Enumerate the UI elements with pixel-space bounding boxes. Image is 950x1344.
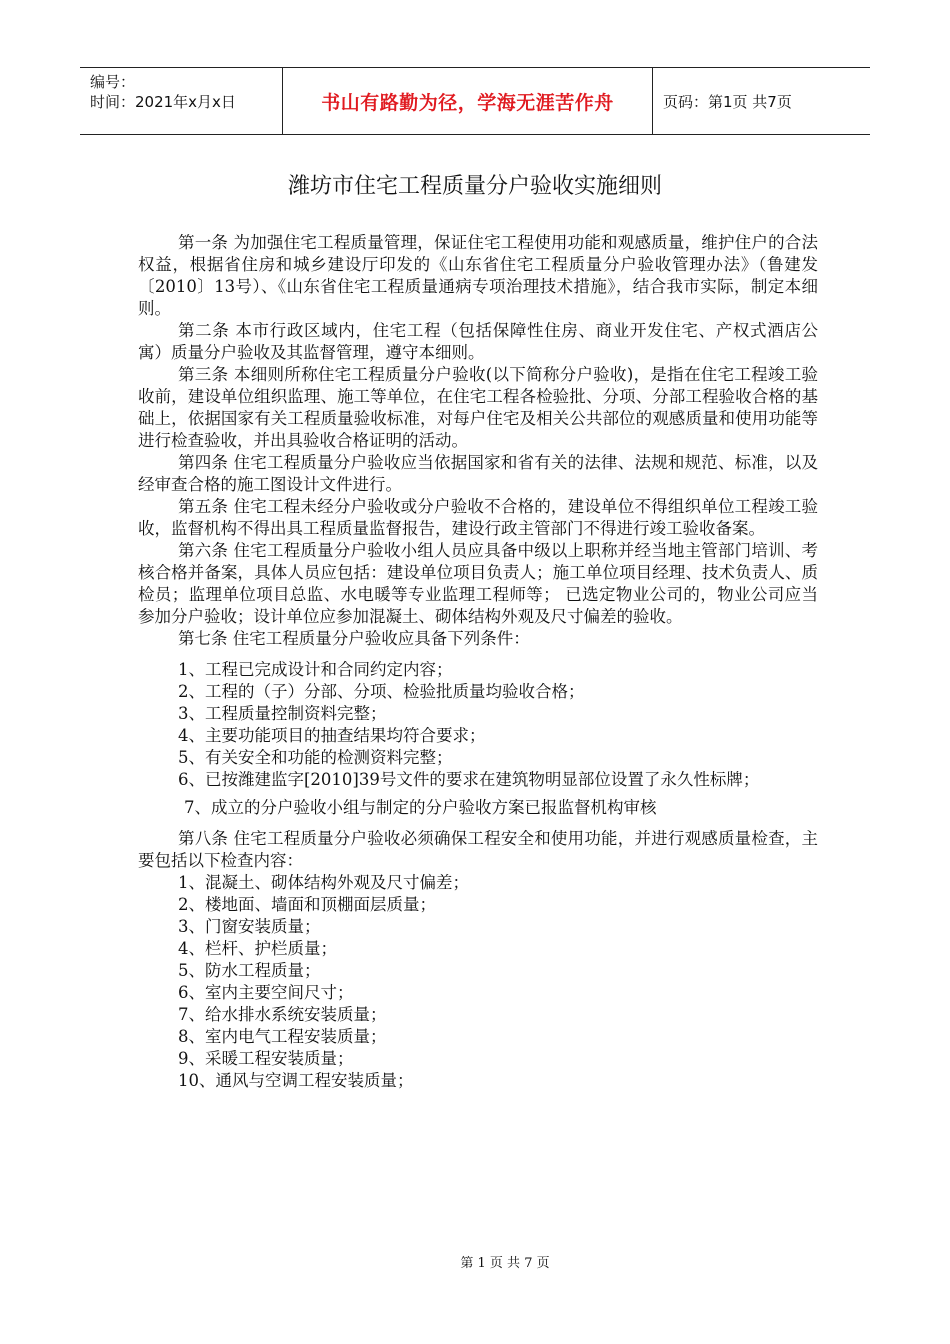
article-2: 第二条 本市行政区域内，住宅工程（包括保障性住房、商业开发住宅、产权式酒店公寓）质量分户验收及其监督管理，遵守本细则。 bbox=[138, 321, 818, 362]
condition-item: 3、工程质量控制资料完整； bbox=[178, 704, 387, 723]
inspection-item: 3、门窗安装质量； bbox=[178, 917, 321, 936]
inspection-item: 7、给水排水系统安装质量； bbox=[178, 1005, 387, 1024]
condition-item: 5、有关安全和功能的检测资料完整； bbox=[178, 748, 453, 767]
article-4: 第四条 住宅工程质量分户验收应当依据国家和省有关的法律、法规和规范、标准，以及经审查合格的施工图设计文件进行。 bbox=[138, 453, 818, 494]
inspection-item: 9、采暖工程安装质量； bbox=[178, 1049, 354, 1068]
header-page-label: 页码：第1页 共7页 bbox=[663, 92, 792, 111]
document-title: 潍坊市住宅工程质量分户验收实施细则 bbox=[287, 174, 662, 199]
inspection-item: 10、通风与空调工程安装质量； bbox=[178, 1071, 414, 1090]
document-time-label: 时间：2021年x月x日 bbox=[90, 93, 236, 111]
page-header bbox=[80, 67, 870, 135]
condition-item: 2、工程的（子）分部、分项、检验批质量均验收合格； bbox=[178, 682, 585, 701]
header-page-cell bbox=[653, 68, 870, 134]
inspection-item: 1、混凝土、砌体结构外观及尺寸偏差； bbox=[178, 873, 469, 892]
inspection-item: 8、室内电气工程安装质量； bbox=[178, 1027, 387, 1046]
inspection-item: 4、栏杆、护栏质量； bbox=[178, 939, 337, 958]
article-3: 第三条 本细则所称住宅工程质量分户验收(以下简称分户验收)，是指在住宅工程竣工验收前，建设单位组织监理、施工等单位，在住宅工程各检验批、分项、分部工程验收合格的基础上，依据国家有关工程质量验收标准，对每户住宅及相关公共部位的观感质量和使用功能等进行检查验收，并出具验收合格证明的活动。 bbox=[138, 365, 818, 450]
header-motto-cell bbox=[283, 68, 653, 134]
article-8: 第八条 住宅工程质量分户验收必须确保工程安全和使用功能，并进行观感质量检查，主要包括以下检查内容： bbox=[138, 829, 818, 870]
article-7: 第七条 住宅工程质量分户验收应具备下列条件： bbox=[178, 629, 530, 648]
page-footer: 第 1 页 共 7 页 bbox=[460, 1256, 550, 1271]
article-5: 第五条 住宅工程未经分户验收或分户验收不合格的，建设单位不得组织单位工程竣工验收，监督机构不得出具工程质量监督报告，建设行政主管部门不得进行竣工验收备案。 bbox=[138, 497, 818, 538]
article-6: 第六条 住宅工程质量分户验收小组人员应具备中级以上职称并经当地主管部门培训、考核合格并备案，具体人员应包括：建设单位项目负责人；施工单位项目经理、技术负责人、质检员；监理单位项目总监、水电暖等专业监理工程师等； 已选定物业公司的，物业公司应当参加分户验收；设计单位应参加混凝土、砌体结构外观及尺寸偏差的验收。 bbox=[138, 541, 818, 626]
article-1: 第一条 为加强住宅工程质量管理，保证住宅工程使用功能和观感质量，维护住户的合法权益，根据省住房和城乡建设厅印发的《山东省住宅工程质量分户验收管理办法》（鲁建发〔2010〕13号）、《山东省住宅工程质量通病专项治理技术措施》，结合我市实际，制定本细则。 bbox=[138, 233, 818, 318]
condition-item: 7、成立的分户验收小组与制定的分户验收方案已报监督机构审核 bbox=[184, 798, 657, 817]
header-meta-cell bbox=[80, 68, 283, 134]
condition-item: 4、主要功能项目的抽查结果均符合要求； bbox=[178, 726, 486, 745]
condition-item: 1、工程已完成设计和合同约定内容； bbox=[178, 660, 453, 679]
inspection-item: 6、室内主要空间尺寸； bbox=[178, 983, 354, 1002]
motto-text: 书山有路勤为径，学海无涯苦作舟 bbox=[321, 91, 614, 114]
inspection-item: 5、防水工程质量； bbox=[178, 961, 321, 980]
document-body bbox=[0, 232, 950, 1092]
condition-item: 6、已按潍建监字[2010]39号文件的要求在建筑物明显部位设置了永久性标牌； bbox=[178, 770, 760, 789]
document-number-label: 编号： bbox=[90, 73, 136, 91]
inspection-item: 2、楼地面、墙面和顶棚面层质量； bbox=[178, 895, 436, 914]
